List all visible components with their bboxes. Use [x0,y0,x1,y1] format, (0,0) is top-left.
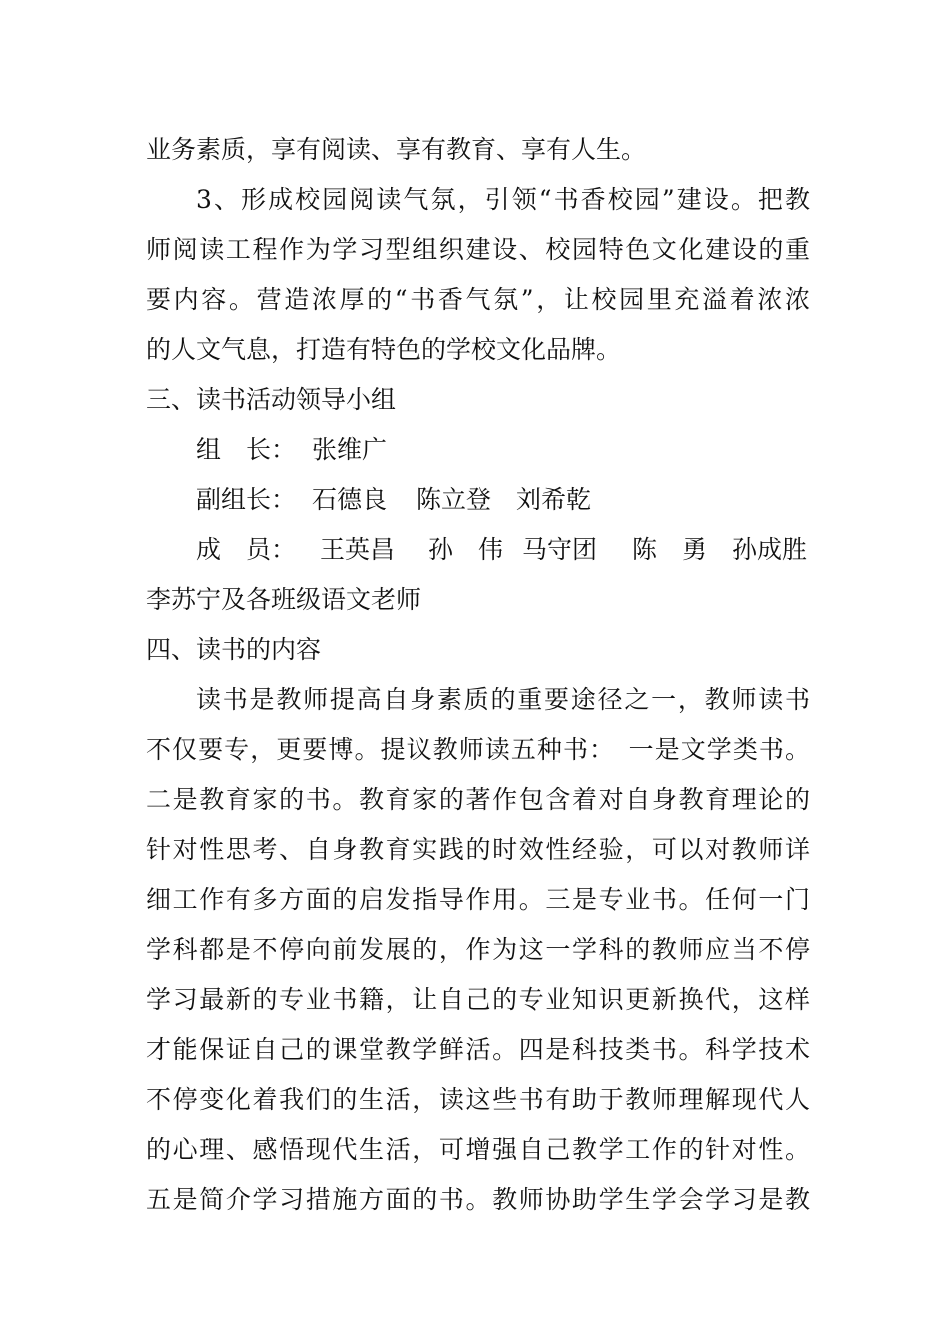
role-label: 副组长： [196,485,297,514]
paragraph-line: 师阅读工程作为学习型组织建设、校园特色文化建设的重 [146,235,810,264]
paragraph-line: 针对性思考、自身教育实践的时效性经验，可以对教师详 [146,835,810,864]
section-heading: 三、读书活动领导小组 [146,385,397,414]
paragraph-line: 业务素质，享有阅读、享有教育、享有人生。 [146,135,647,164]
person-name: 王英昌 [320,535,396,564]
person-name: 陈 勇 [632,535,708,564]
section-heading: 四、读书的内容 [146,635,322,664]
paragraph-line: 读书是教师提高自身素质的重要途径之一，教师读书 [196,685,810,714]
leader-row [196,430,810,470]
paragraph-line: 的人文气息，打造有特色的学校文化品牌。 [146,335,622,364]
person-name: 孙成胜 [732,535,808,564]
paragraph-line: 3、形成校园阅读气氛，引领“书香校园”建设。把教 [196,185,810,214]
paragraph-line: 才能保证自己的课堂教学鲜活。四是科技类书。科学技术 [146,1035,810,1064]
paragraph-line: 五是简介学习措施方面的书。教师协助学生学会学习是教 [146,1185,810,1214]
person-name: 张维广 [312,435,388,464]
person-name: 刘希乾 [516,485,592,514]
paragraph-line: 学科都是不停向前发展的，作为这一学科的教师应当不停 [146,935,810,964]
role-label: 组 长： [196,435,297,464]
paragraph-line: 学习最新的专业书籍，让自己的专业知识更新换代，这样 [146,985,810,1014]
person-name: 孙 伟 [428,535,504,564]
paragraph-line: 不仅要专，更要博。提议教师读五种书： 一是文学类书。 [146,735,810,764]
paragraph-line: 的心理、感悟现代生活，可增强自己教学工作的针对性。 [146,1135,810,1164]
deputy-leader-row [196,480,810,520]
person-name: 马守团 [522,535,598,564]
paragraph-line: 细工作有多方面的启发指导作用。三是专业书。任何一门 [146,885,810,914]
role-label: 成 员： [196,535,297,564]
paragraph-line: 不停变化着我们的生活，读这些书有助于教师理解现代人 [146,1085,810,1114]
paragraph-line: 李苏宁及各班级语文老师 [146,585,422,614]
person-name: 石德良 [312,485,388,514]
members-row [196,530,810,570]
paragraph-line: 要内容。营造浓厚的“书香气氛”，让校园里充溢着浓浓 [146,285,810,314]
person-name: 陈立登 [416,485,492,514]
paragraph-line: 二是教育家的书。教育家的著作包含着对自身教育理论的 [146,785,810,814]
